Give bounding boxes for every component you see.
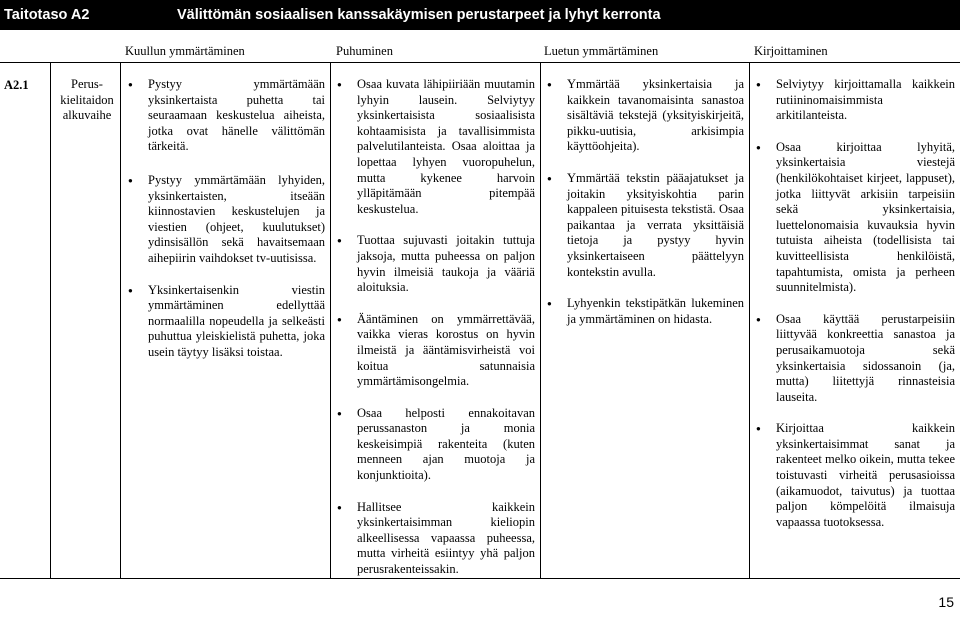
page-number: 15: [938, 594, 954, 610]
kuullun-column: [126, 77, 325, 361]
level-title: Taitotaso A2: [4, 7, 90, 23]
column-header-luetun: Luetun ymmärtäminen: [544, 44, 659, 58]
table-bottom-border: [0, 578, 960, 579]
column-divider: [330, 63, 331, 578]
list-item: ● Ymmärtää yksinkertaisia ja kaikkein tavanomaisinta sanastoa sisältäviä tekstejä (yksityiskirjeitä, pikku-uutisia, arkisimpia käyttöohjeita).: [545, 77, 744, 155]
page-header: [0, 0, 960, 30]
column-header-kirjoittaminen: Kirjoittaminen: [754, 44, 828, 58]
list-item: ● Ääntäminen on ymmärrettävää, vaikka vieras korostus on hyvin ilmeistä ja ääntämisvirheistä voi koitua satunnaisia ymmärtämisongelmia.: [335, 312, 535, 390]
list-item: ● Kirjoittaa kaikkein yksinkertaisimmat sanat ja rakenteet melko oikein, mutta tekee toistuvasti virheitä perusasioissa (aikamuodot, taivutus) ja tuottaa paljon kömpelöitä ilmaisuja vapaassa tuotoksessa.: [754, 421, 955, 530]
list-item: ● Osaa helposti ennakoitavan perussanaston ja monia keskeisimpiä rakenteita (kuten menneen ajan muotoja ja konjunktioita).: [335, 406, 535, 484]
list-item: ● Pystyy ymmärtämään yksinkertaista puhetta tai seuraamaan keskustelua aiheista, jotka ovat hänelle välittömän tärkeitä.: [126, 77, 325, 155]
list-item: ● Osaa kuvata lähipiiriään muutamin lyhyin lausein. Selviytyy yksinkertaisista sosiaalisista kohtaamisista ja tavallisimmista palvelutilanteista. Osaa aloittaa ja lopettaa lyhyen vuoropuhelun, mutta kykenee harvoin ylläpitämään pitempää keskustelua.: [335, 77, 535, 217]
column-divider: [120, 63, 121, 578]
column-divider: [540, 63, 541, 578]
list-item: ● Osaa käyttää perustarpeisiin liittyvää konkreettia sanastoa ja perusaikamuotoja sekä yksinkertaisia sidossanoin (ja, mutta) liitettyjä rinnasteisia lauseita.: [754, 312, 955, 406]
list-item: ● Lyhyenkin tekstipätkän lukeminen ja ymmärtäminen on hidasta.: [545, 296, 744, 327]
luetun-column: [545, 77, 744, 327]
column-divider: [749, 63, 750, 578]
list-item: ● Tuottaa sujuvasti joitakin tuttuja jaksoja, mutta puheessa on paljon hyvin ilmeisiä taukoja ja vääriä aloituksia.: [335, 233, 535, 295]
puhuminen-column: [335, 77, 535, 578]
header-divider: [0, 62, 960, 63]
list-item: ● Pystyy ymmärtämään lyhyiden, yksinkertaisten, itseään kiinnostavien keskustelujen ja viestien (ohjeet, kuulutukset) ydinsisällön sekä havaitsemaan aihepiirin vaihdokset tv-uutisissa.: [126, 173, 325, 267]
list-item: ● Selviytyy kirjoittamalla kaikkein rutiininomaisimmista arkitilanteista.: [754, 77, 955, 124]
level-code: A2.1: [4, 78, 29, 92]
list-item: ● Ymmärtää tekstin pääajatukset ja joitakin yksityiskohtia parin kappaleen pituisesta tekstistä. Osaa paikantaa ja verrata yksittäisiä tietoja ja pystyy hyvin yksinkertaiseen päättelyyn kontekstin avulla.: [545, 171, 744, 280]
kirjoittaminen-column: [754, 77, 955, 530]
list-item: ● Hallitsee kaikkein yksinkertaisimman kieliopin alkeellisessa vapaassa puheessa, mutta virheitä esiintyy yhä paljon perusrakenteissakin.: [335, 500, 535, 578]
document-title: Välittömän sosiaalisen kanssakäymisen perustarpeet ja lyhyt kerronta: [177, 7, 661, 23]
column-header-puhuminen: Puhuminen: [336, 44, 393, 58]
column-divider: [50, 63, 51, 578]
list-item: ● Osaa kirjoittaa lyhyitä, yksinkertaisia viestejä (henkilökohtaiset kirjeet, lappuset), jotka liittyvät arkisiin tarpeisiin sekä yksinkertaisia, luettelonomaisia kuvauksia hyvin tutuista aiheista (todellisista tai kuvitteellisista henkilöistä, tapahtumista, omista ja perheen suunnitelmista).: [754, 140, 955, 296]
level-name: Perus-kielitaidon alkuvaihe: [60, 77, 114, 123]
list-item: ● Yksinkertaisenkin viestin ymmärtäminen edellyttää normaalilla nopeudella ja selkeästi puhuttua yleiskielistä puhetta, joka usein täytyy lisäksi toistaa.: [126, 283, 325, 361]
column-header-kuullun: Kuullun ymmärtäminen: [125, 44, 245, 58]
